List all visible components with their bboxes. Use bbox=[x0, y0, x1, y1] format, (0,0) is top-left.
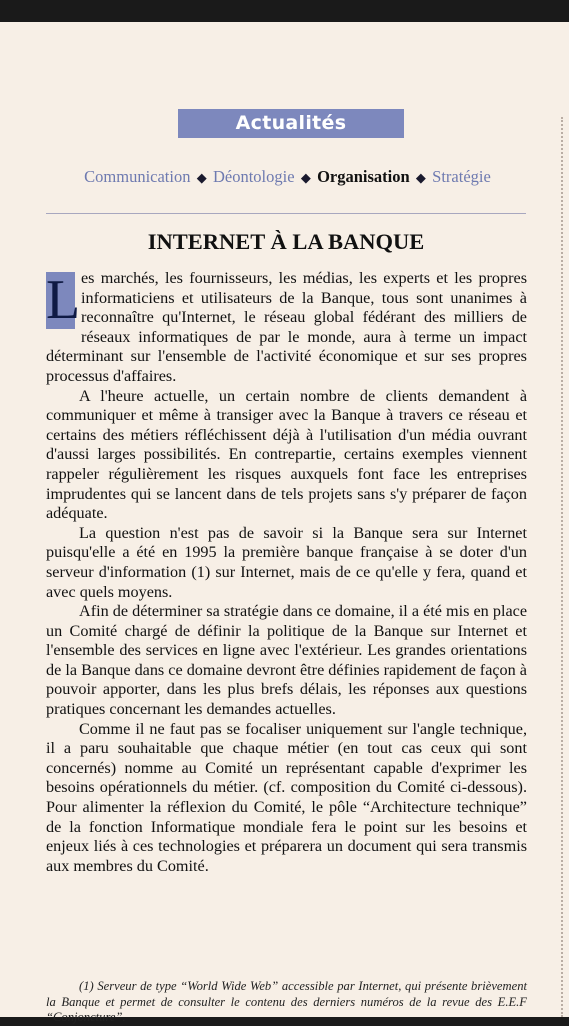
paragraph-4: Afin de déterminer sa stratégie dans ce domaine, il a été mis en place un Comité chargé de définir la politique de la Banque sur Internet et l'ensemble des services en ligne avec l'extérieur. Les grandes orientations de la Banque dans ce domaine devront être définies rapidement de façon à pouvoir apporter, dans les plus brefs délais, les réponses aux questions pratiques concernant les demandes actuelles. bbox=[46, 602, 527, 719]
divider bbox=[46, 213, 526, 214]
tag-strategie: Stratégie bbox=[432, 167, 491, 186]
tag-communication: Communication bbox=[84, 167, 191, 186]
article-title: INTERNET À LA BANQUE bbox=[147, 229, 425, 254]
category-tags bbox=[46, 167, 529, 187]
paragraph-1-text: es marchés, les fournisseurs, les médias, les experts et les propres informaticiens et utilisateurs de la Banque, tous sont unanimes à reconnaître qu'Internet, le réseau global fédérant des milliers de réseaux informatiques de par le monde, aura à terme un impact déterminant sur l'ensemble de l'activité économique et sur ses propres processus d'affaires. bbox=[46, 269, 527, 385]
page bbox=[0, 22, 569, 1024]
article-body bbox=[46, 269, 527, 876]
tag-organisation: Organisation bbox=[317, 167, 410, 186]
dropcap: L bbox=[46, 269, 81, 331]
footnote-text: (1) Serveur de type “World Wide Web” accessible par Internet, qui présente brièvement la Banque et permet de consulter le contenu des derniers numéros de la revue des E.E.F “Conjoncture”. bbox=[46, 979, 527, 1024]
paragraph-3: La question n'est pas de savoir si la Banque sera sur Internet puisqu'elle a été en 1995 la première banque française à se doter d'un serveur d'information (1) sur Internet, mais de ce qu'elle y fera, quand et avec quels moyens. bbox=[46, 523, 527, 601]
section-banner: Actualités bbox=[178, 109, 404, 138]
page-edge-dots bbox=[561, 117, 563, 1017]
diamond-separator-icon: ◆ bbox=[193, 170, 210, 185]
footnote bbox=[46, 979, 527, 1026]
diamond-separator-icon: ◆ bbox=[297, 170, 315, 185]
paragraph-2: A l'heure actuelle, un certain nombre de clients demandent à communiquer et même à transiger avec la Banque à travers ce réseau et certains des métiers réfléchissent déjà à l'utilisation d'un média ouvrant d'aussi larges possibilités. En contrepartie, certains exemples viennent rappeler régulièrement les risques auxquels font face les entreprises imprudentes qui se lancent dans de tels projets sans s'y préparer de façon adéquate. bbox=[46, 386, 527, 523]
diamond-separator-icon: ◆ bbox=[412, 170, 430, 185]
paragraph-1 bbox=[46, 269, 527, 387]
paragraph-5: Comme il ne faut pas se focaliser uniquement sur l'angle technique, il a paru souhaitable que chaque métier (en tout cas ceux qui sont concernés) nomme au Comité un représentant capable d'exprimer les besoins opérationnels du métier. (cf. composition du Comité ci-dessous). Pour alimenter la réflexion du Comité, le pôle “Architecture technique” de la fonction Informatique mondiale fera le point sur les besoins et enjeux liés à ces technologies et préparera un document qui sera transmis aux membres du Comité. bbox=[46, 719, 527, 875]
tag-deontologie: Déontologie bbox=[212, 167, 295, 186]
